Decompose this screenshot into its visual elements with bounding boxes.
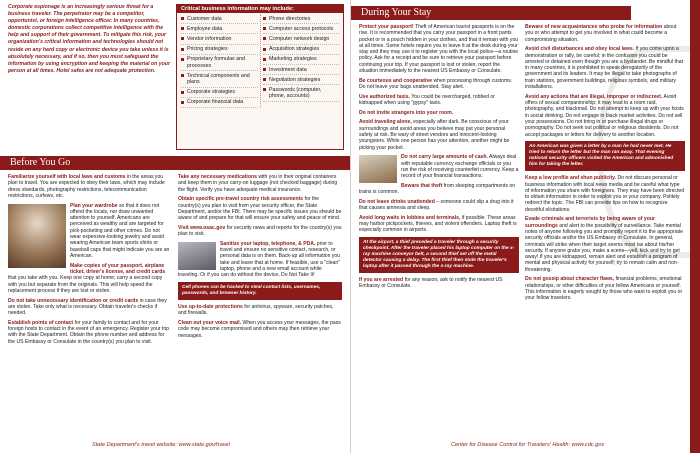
paragraph: Familiarize yourself with local laws and customs in the areas you plan to travel. You are expected to obey their laws, which may include dress standards, photography restrictions, telecommunication restrictions, curfews, etc.	[8, 174, 165, 199]
critical-info-item: Employee data	[181, 24, 258, 34]
intro-text: Corporate espionage is an increasingly serious threat for a business traveler. The perpetrator may be a competitor, opportunist, or foreign intelligence officer. In many countries, domestic corporations collect competitive intelligence with the help and support of their government. To mitigate this risk, your organization's critical information and technologies should not reside on any hard copy or electronic device you take unless it is absolutely necessary, and if so, then you must safeguard the information by using encryption and keeping the material on your person at all times. Hotel safes are not adequate protection.	[8, 4, 170, 74]
critical-info-item: Passwords (computer, phone, accounts)	[263, 85, 339, 101]
during-your-stay-heading: During Your Stay	[351, 6, 631, 20]
critical-info-item: Customer data	[181, 14, 258, 24]
laptop-photo	[178, 242, 216, 270]
paragraph: Clean out your voice mail. When you access your messages, the pass code may become compromised and others may then retrieve your messages.	[178, 320, 341, 339]
paragraph: Make copies of your passport, airplane ticket, driver's license, and credit cards that you take with you. Keep one copy at home; carry a second copy with you but separate from the originals. This will help speed the replacement process if they are lost or stolen.	[8, 262, 166, 294]
before-col-1	[8, 174, 172, 348]
before-you-go-heading: Before You Go	[0, 156, 350, 170]
critical-info-item: Acquisition strategies	[263, 45, 339, 55]
paragraph: Avoid long waits in lobbies and terminals, if possible. These areas may harbor pickpockets, thieves, and violent offenders. Laptop theft is especially common in airports.	[359, 214, 517, 234]
paragraph: Do not take unnecessary identification or credit cards in case they are stolen. Take only what is necessary. Obtain traveler's checks if needed.	[8, 297, 167, 317]
critical-info-item: Corporate financial data	[181, 98, 258, 108]
before-col-2	[178, 174, 342, 342]
paragraph: If you are arrested for any reason, ask to notify the nearest US Embassy or Consulate.	[359, 277, 503, 290]
paragraph: Do not invite strangers into your room.	[359, 109, 454, 116]
critical-info-title: Critical business information may include:	[177, 5, 343, 13]
paragraph: Obtain specific pre-travel country risk assessments for the country(s) you plan to visit from your security officer, the State Department, and/or the FBI. There may be specific issues you should be aware of and prepare for that will ensure your safety and peace of mind.	[178, 196, 342, 222]
cash-photo	[359, 155, 397, 183]
critical-info-item: Vendor information	[181, 34, 258, 44]
paragraph: Evade criminals and terrorists by being aware of your surroundings and alert to the possibility of surveillance. Take mental notes of anyone following you and promptly report it to the appropriate security officials and/or the US Embassy or Consulate. In general, criminals will strike when their target seems most lax about his/her security. If anyone grabs you, make a scene—yell, kick and try to get away! If you are kidnapped, remain alert and establish a program of mental and physical activity for yourself; try to remain calm and non-threatening.	[525, 216, 684, 273]
paragraph: Beware of new acquaintances who probe for information about you or who attempt to get you involved in what could become a compromising situation.	[525, 24, 677, 43]
cell-phone-callout: Cell phones can be hacked to steal contact lists, usernames, passwords, and browser history.	[178, 282, 342, 300]
paragraph: Visit www.osac.gov for security news and reports for the country(s) you plan to visit.	[178, 224, 342, 238]
critical-info-item: Phone directories	[263, 14, 339, 24]
paragraph: Take any necessary medications with you in their original containers and keep them in your carry-on luggage (not checked baggage) during the flight. Verify you have adequate medical insurance.	[178, 174, 338, 193]
right-page	[350, 0, 700, 453]
critical-info-col-1	[179, 14, 260, 108]
footer-cdc: Center for Disease Control for Travelers' Health: www.cdc.gov	[451, 441, 605, 448]
critical-info-box	[176, 4, 344, 150]
paragraph: Do not carry large amounts of cash. Always deal with reputable currency exchange officials or you run the risk of receiving counterfeit currency. Keep a record of your financial transactions.	[359, 154, 519, 179]
paragraph: Do not leave drinks unattended – someone could slip a drug into it that causes amnesia and sleep.	[359, 198, 514, 212]
paragraph: Be courteous and cooperative when processing through customs. Do not leave your bags unattended. Stay alert.	[359, 77, 513, 91]
paragraph: Avoid civil disturbances and obey local laws. If you come upon a demonstration or rally, be careful; in the confusion you could be arrested or detained even though you are a bystander. Be mindful that in many countries, it is prohibited to speak derogatorily of the government and its leaders. It may be illegal to take photographs of train stations, government buildings, religious symbols, and military installations.	[525, 46, 684, 91]
critical-info-item: Corporate strategies	[181, 88, 258, 98]
paragraph: Do not gossip about character flaws, financial problems, emotional relationships, or other difficulties of your fellow Americans or yourself. This information is eagerly sought by those who want to exploit you or your fellow travelers.	[525, 276, 683, 302]
critical-info-item: Negotiation strategies	[263, 75, 339, 85]
paragraph: Keep a low profile and shun publicity. Do not discuss personal or business information with local news media and be careful what type of information you share with foreigners. They may have been directed to obtain information in order to exploit you or your company. Politely redirect the topic. The FBI can provide tips on how to recognize deceitful elicitations.	[525, 175, 685, 213]
paragraph: Avoid traveling alone, especially after dark. Be conscious of your surroundings and avoid areas you believe may put your personal safety at risk. Be wary of street vendors and innocent-looking youngsters. While one person has your attention, another might be picking your pocket.	[359, 119, 510, 151]
critical-info-col-2	[260, 14, 341, 108]
critical-info-item: Pricing strategies	[181, 45, 258, 55]
traveler-photo	[8, 204, 66, 268]
footer-state-dept: State Department's travel website: www.state.gov/travel	[92, 441, 230, 448]
airport-theft-callout: At the airport, a thief preceded a traveler through a security checkpoint. After the traveler placed his laptop computer on the x-ray machine conveyor belt, a second thief set off the metal detector causing a delay. The first thief then stole the traveler's laptop after it passed through the x-ray machine.	[359, 237, 519, 273]
critical-info-item: Technical components and plans	[181, 71, 258, 87]
side-strip	[690, 0, 700, 453]
critical-info-item: Investment data	[263, 65, 339, 75]
paragraph: Beware that theft from sleeping compartments on trains is common.	[359, 182, 516, 196]
letter-callout: An American was given a letter by a man he had never met. He tried to return the letter but the man ran away. That evening national security officers visited the American and admonished him for taking the letter.	[525, 141, 685, 171]
paragraph: Protect your passport! Theft of American tourist passports is on the rise. It is recommended that you carry your passport in a front pants pocket or in a pouch hidden in your clothes, and that it remain with you at all times. Some hotels require you to leave it at the desk during your stay and they may use it to register you with the local police—a routine policy. Ask for a receipt and be sure to retrieve your passport before continuing your trip. If your passport is lost or stolen, report the situation immediately to the nearest US Embassy or Consulate.	[359, 24, 519, 75]
critical-info-item: Computer access protocols	[263, 24, 339, 34]
critical-info-item: Marketing strategies	[263, 55, 339, 65]
paragraph: Avoid any actions that are illegal, improper or indiscreet. Avoid offers of sexual companionship; it may lead to a room raid, photography, and blackmail. Do not attempt to keep up with your hosts in social drinking. Do not engage in black market activities. Do not sell your possessions. Do not bring in or purchase illegal drugs or pornography. Do not seek out political or religious dissidents. Do not accept packages or letters for delivery to another location.	[525, 93, 684, 138]
during-col-1	[359, 24, 519, 293]
paragraph: Establish points of contact for your family to contact and for your foreign hosts to contact in the event of an emergency. Register your trip with the State Department. Obtain the phone number and address for the US Embassy or Consulate in the country(s) you plan to visit.	[8, 319, 170, 345]
paragraph: Use up-to-date protections for antivirus, spyware, security patches, and firewalls.	[178, 304, 334, 317]
paragraph: Use authorized taxis. You could be overcharged, robbed or kidnapped when using "gypsy" taxis.	[359, 93, 495, 107]
during-col-2	[525, 24, 685, 305]
critical-info-item: Computer network design	[263, 34, 339, 44]
critical-info-item: Proprietary formulas and processes	[181, 55, 258, 71]
paragraph: Plan your wardrobe so that it does not offend the locals, nor draw unwanted attention to yourself. Americans are perceived as wealthy and are targeted for pick-pocketing and other crimes. Do not wear expensive-looking jewelry and avoid wearing American team sports shirts or baseball caps that might indicate you are an American.	[8, 203, 172, 260]
paragraph: Sanitize your laptop, telephone, & PDA, prior to travel and ensure no sensitive contact, research, or personal data is on them. Back-up all information you take and leave that at home. If feasible, use a "clean" laptop, phone and a new email account while traveling. Or if you can do without the device, Do Not Take It!	[178, 240, 341, 279]
